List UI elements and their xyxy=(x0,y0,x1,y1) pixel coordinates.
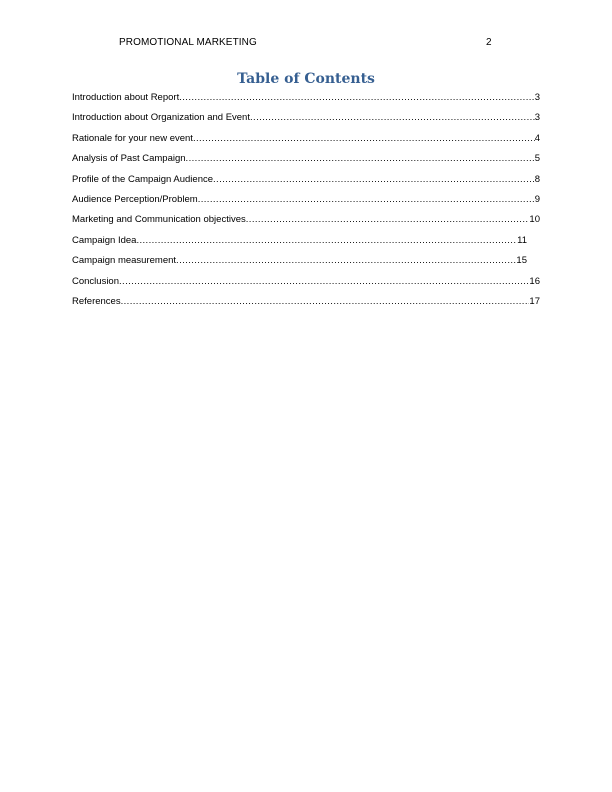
toc-entry-title: Audience Perception/Problem xyxy=(72,193,198,205)
toc-entry[interactable] xyxy=(72,254,527,274)
toc-dot-leader xyxy=(136,234,517,247)
toc-entry[interactable] xyxy=(72,213,540,233)
toc-entry[interactable] xyxy=(72,295,540,315)
toc-entry-title: Introduction about Organization and Event xyxy=(72,112,250,124)
page-number: 2 xyxy=(486,37,492,48)
toc-entry[interactable] xyxy=(72,275,540,295)
toc-entry-title: Profile of the Campaign Audience xyxy=(72,173,214,185)
toc-dot-leader xyxy=(186,152,535,165)
toc-entry-title: Campaign Idea xyxy=(72,234,137,246)
toc-entry[interactable] xyxy=(72,111,540,131)
toc-entry[interactable] xyxy=(72,234,527,254)
toc-dot-leader xyxy=(121,295,530,308)
toc-entry[interactable] xyxy=(72,91,540,111)
toc-entry-page: 9 xyxy=(534,193,540,205)
toc-entry-page: 3 xyxy=(534,92,540,103)
toc-dot-leader xyxy=(119,275,529,288)
toc-entry-title: Marketing and Communication objectives xyxy=(72,214,246,226)
toc-dot-leader xyxy=(198,193,535,206)
toc-entry-page: 3 xyxy=(534,112,540,124)
toc-entry-page: 11 xyxy=(517,234,527,246)
toc-entry-title: Introduction about Report xyxy=(72,92,180,103)
toc-heading: Table of Contents xyxy=(237,71,375,87)
toc-dot-leader xyxy=(179,91,534,104)
toc-entry-page: 16 xyxy=(529,275,540,287)
toc-dot-leader xyxy=(193,132,535,145)
toc-entry-title: References xyxy=(72,295,121,307)
toc-entry-title: Campaign measurement xyxy=(72,255,177,267)
toc-entry-page: 5 xyxy=(534,153,540,165)
toc-entry-page: 10 xyxy=(529,214,540,226)
toc-dot-leader xyxy=(176,254,516,267)
toc-entry[interactable] xyxy=(72,132,540,152)
toc-entry-page: 8 xyxy=(534,173,540,185)
toc-dot-leader xyxy=(250,111,535,124)
table-of-contents xyxy=(72,91,540,315)
toc-entry-title: Rationale for your new event xyxy=(72,132,193,144)
toc-entry[interactable] xyxy=(72,173,540,193)
toc-entry-title: Conclusion xyxy=(72,275,119,287)
toc-entry-title: Analysis of Past Campaign xyxy=(72,153,186,165)
toc-dot-leader xyxy=(246,213,530,226)
toc-entry-page: 17 xyxy=(529,295,540,307)
toc-dot-leader xyxy=(213,173,535,186)
toc-entry-page: 4 xyxy=(534,132,540,144)
toc-entry-page: 15 xyxy=(516,255,527,267)
running-head-title: PROMOTIONAL MARKETING xyxy=(119,37,257,48)
toc-entry[interactable] xyxy=(72,193,540,213)
toc-entry[interactable] xyxy=(72,152,540,172)
